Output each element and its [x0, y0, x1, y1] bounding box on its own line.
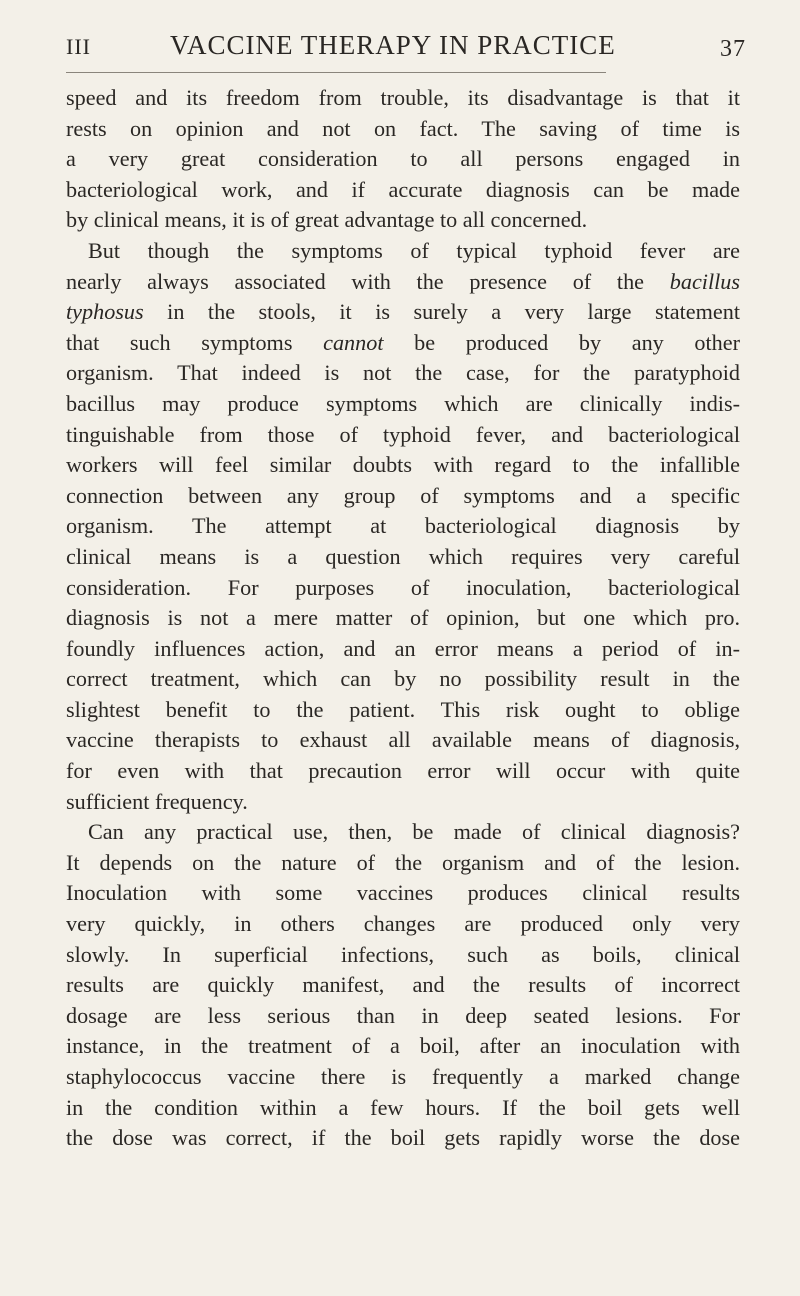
- text-line: vaccine therapists to exhaust all available means of diagnosis,: [66, 727, 740, 753]
- text-line: clinical means is a question which requires very careful: [66, 543, 740, 569]
- text-line: very quickly, in others changes are produced only very: [66, 911, 740, 937]
- header-rule: [66, 72, 606, 73]
- text-line: foundly influences action, and an error means a period of in-: [66, 635, 740, 661]
- text-line: sufficient frequency.: [66, 788, 248, 814]
- text-line: slowly. In superficial infections, such as boils, clinical: [66, 941, 740, 967]
- running-header: [66, 30, 746, 70]
- text-line-with-italic: [66, 297, 740, 328]
- text-line: diagnosis is not a mere matter of opinion, but one which pro.: [66, 605, 740, 631]
- text-segment: in the stools, it is surely a very large statement: [167, 299, 740, 325]
- text-line-with-italic: [66, 267, 740, 298]
- text-line: by clinical means, it is of great advantage to all concerned.: [66, 207, 588, 233]
- text-line: Inoculation with some vaccines produces clinical results: [66, 880, 740, 906]
- text-line: results are quickly manifest, and the results of incorrect: [66, 972, 740, 998]
- text-line: dosage are less serious than in deep seated lesions. For: [66, 1002, 740, 1028]
- text-line: It depends on the nature of the organism and of the lesion.: [66, 849, 740, 875]
- running-title: VACCINE THERAPY IN PRACTICE: [170, 30, 616, 60]
- text-line: the dose was correct, if the boil gets rapidly worse the dose: [66, 1125, 740, 1151]
- text-line: slightest benefit to the patient. This risk ought to oblige: [66, 696, 740, 722]
- text-line: in the condition within a few hours. If the boil gets well: [66, 1094, 740, 1120]
- text-line: a very great consideration to all persons engaged in: [66, 146, 740, 172]
- text-segment: that such symptoms: [66, 329, 293, 355]
- text-line: instance, in the treatment of a boil, after an inoculation with: [66, 1033, 740, 1059]
- text-line: for even with that precaution error will occur with quite: [66, 758, 740, 784]
- text-line-with-italic: [66, 328, 740, 359]
- italic-term: bacillus: [669, 268, 741, 294]
- text-line: correct treatment, which can by no possibility result in the: [66, 666, 740, 692]
- body-text: [66, 83, 740, 1154]
- page-number: 37: [720, 36, 746, 62]
- text-line: bacteriological work, and if accurate diagnosis can be made: [66, 176, 740, 202]
- italic-term: cannot: [323, 329, 384, 355]
- text-segment: be produced by any other: [414, 329, 740, 355]
- text-line: workers will feel similar doubts with regard to the infallible: [66, 452, 740, 478]
- text-line: But though the symptoms of typical typhoid fever are: [88, 237, 740, 263]
- text-line: bacillus may produce symptoms which are clinically indis-: [66, 390, 740, 416]
- text-segment: nearly always associated with the presence of the: [66, 268, 645, 294]
- chapter-number: III: [66, 34, 91, 59]
- text-line: staphylococcus vaccine there is frequently a marked change: [66, 1064, 740, 1089]
- text-line: tinguishable from those of typhoid fever, and bacteriological: [66, 421, 740, 447]
- text-line: Can any practical use, then, be made of clinical diagnosis?: [88, 819, 740, 845]
- text-line: connection between any group of symptoms and a specific: [66, 482, 740, 508]
- text-line: speed and its freedom from trouble, its disadvantage is that it: [66, 85, 740, 110]
- text-line: consideration. For purposes of inoculation, bacteriological: [66, 574, 740, 600]
- text-line: organism. The attempt at bacteriological diagnosis by: [66, 513, 740, 539]
- text-line: rests on opinion and not on fact. The saving of time is: [66, 115, 740, 141]
- italic-term: typhosus: [66, 299, 144, 325]
- text-line: organism. That indeed is not the case, for the paratyphoid: [66, 360, 740, 386]
